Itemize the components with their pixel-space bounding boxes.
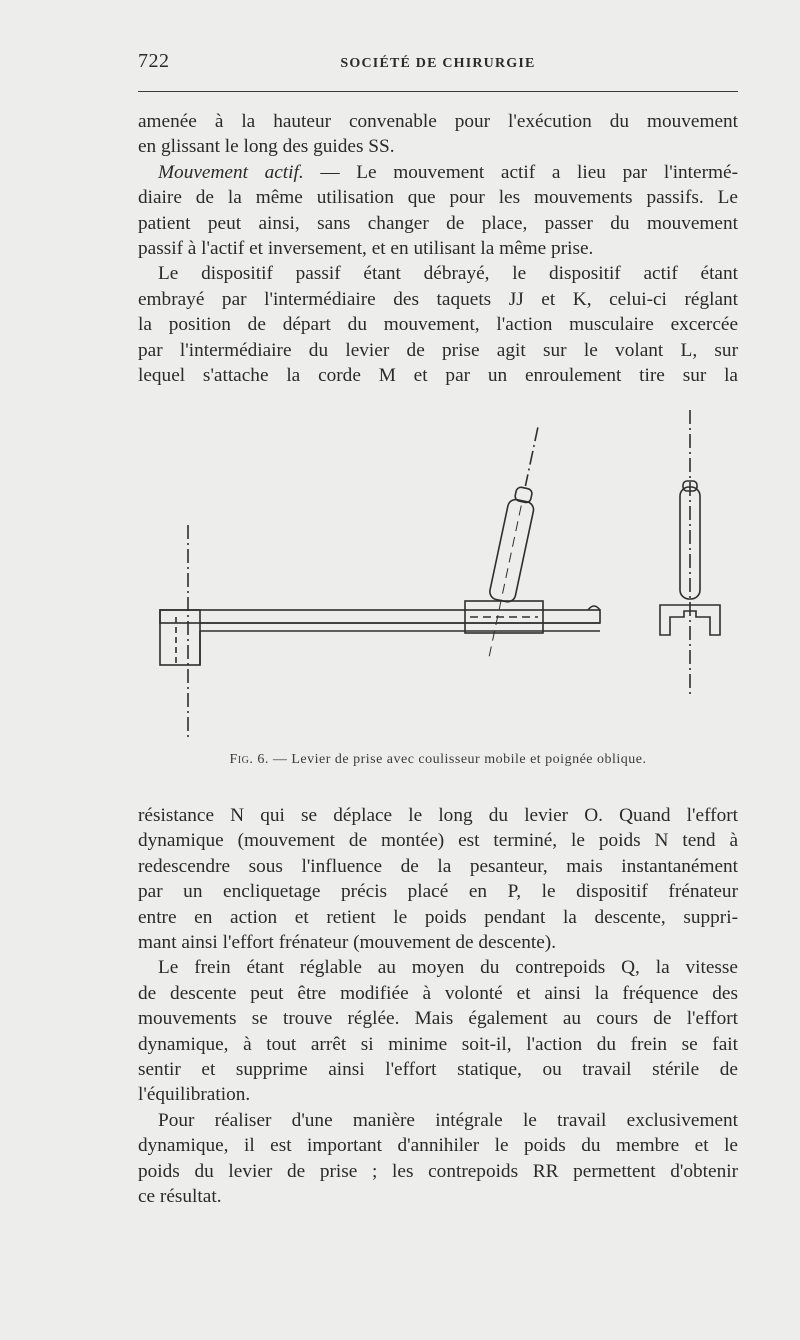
paragraph-2-line (138, 211, 738, 236)
text-line: passif à l'actif et inversement, et en utilisant la même prise. (138, 238, 594, 260)
paragraph-1-end (138, 134, 738, 159)
text-line: mouvements se trouve réglée. Mais également au cours de l'effort (138, 1008, 738, 1030)
paragraph-5-line (138, 1057, 738, 1082)
paragraph-6-line (138, 1159, 738, 1184)
paragraph-2 (138, 160, 738, 185)
paragraph-5-line (138, 981, 738, 1006)
paragraph-2-end (138, 236, 738, 261)
paragraph-1 (138, 109, 738, 134)
paragraph-3-line (138, 312, 738, 337)
text-line: la position de départ du mouvement, l'action musculaire excercée (138, 314, 738, 336)
paragraph-4-end (138, 930, 738, 955)
paragraph-3-line (138, 287, 738, 312)
paragraph-6-end (138, 1184, 738, 1209)
paragraph-4-line (138, 828, 738, 853)
handle-grip (488, 498, 535, 603)
paragraph-4-line (138, 854, 738, 879)
text-block-bottom (138, 803, 738, 1210)
text-line: Le frein étant réglable au moyen du contrepoids Q, la vitesse (158, 957, 738, 979)
paragraph-6 (138, 1108, 738, 1133)
paragraph-4-line (138, 905, 738, 930)
text-line: dynamique, à tout arrêt si minime soit-il, l'action du frein se fait (138, 1033, 738, 1055)
text-line: embrayé par l'intermédiaire des taquets JJ et K, celui-ci réglant (138, 288, 738, 310)
text-line: Pour réaliser d'une manière intégrale le travail exclusivement (158, 1109, 738, 1131)
text-line: sentir et supprime ainsi l'effort statique, ou travail stérile de (138, 1059, 738, 1081)
text-line: Le dispositif passif étant débrayé, le dispositif actif étant (158, 263, 738, 285)
text-line: — Le mouvement actif a lieu par l'intermé- (320, 161, 738, 183)
page-number: 722 (138, 50, 170, 72)
paragraph-5-line (138, 1006, 738, 1031)
text-line: mant ainsi l'effort frénateur (mouvement de descente). (138, 932, 557, 954)
text-line: par l'intermédiaire du levier de prise agit sur le volant L, sur (138, 339, 738, 361)
paragraph-3-line (138, 363, 738, 388)
text-line: poids du levier de prise ; les contrepoids RR permettent d'obtenir (138, 1160, 738, 1182)
text-line: entre en action et retient le poids pendant la descente, suppri- (138, 906, 738, 928)
page-header (138, 50, 738, 80)
caption-text: — Levier de prise avec coulisseur mobile et poignée oblique. (272, 752, 647, 767)
paragraph-3 (138, 261, 738, 286)
text-line: patient peut ainsi, sans changer de place, passer du mouvement (138, 212, 738, 234)
oblique-handle (475, 425, 550, 665)
paragraph-4-line (138, 879, 738, 904)
paragraph-2-line (138, 185, 738, 210)
handle-center-line (488, 506, 521, 663)
text-line: de descente peut être modifiée à volonté et ainsi la fréquence des (138, 982, 738, 1004)
paragraph-5-end (138, 1082, 738, 1107)
text-line: résistance N qui se déplace le long du levier O. Quand l'effort (138, 805, 738, 826)
paragraph-5-line (138, 1032, 738, 1057)
lever-left-block (160, 610, 200, 665)
text-line: diaire de la même utilisation que pour les mouvements passifs. Le (138, 187, 738, 209)
paragraph-3-line (138, 338, 738, 363)
text-line: lequel s'attache la corde M et par un enroulement tire sur la (138, 365, 738, 387)
text-line: dynamique (mouvement de montée) est terminé, le poids N tend à (138, 830, 738, 852)
text-line: par un encliquetage précis placé en P, le dispositif frénateur (138, 881, 738, 903)
text-line: amenée à la hauteur convenable pour l'exécution du mouvement (138, 111, 738, 132)
paragraph-5 (138, 955, 738, 980)
text-line: l'équilibration. (138, 1084, 251, 1106)
paragraph-6-line (138, 1133, 738, 1158)
text-line: redescendre sous l'influence de la pesanteur, mais instantanément (138, 855, 738, 877)
lever-bar (160, 610, 600, 623)
header-rule (138, 91, 738, 92)
lever-illustration (140, 405, 740, 750)
text-block-top (138, 109, 738, 388)
figure-caption (138, 752, 738, 768)
text-line: dynamique, il est important d'annihiler le poids du membre et le (138, 1135, 738, 1157)
handle-axis-line (525, 427, 537, 486)
text-line: en glissant le long des guides SS. (138, 136, 395, 158)
running-head: SOCIÉTÉ DE CHIRURGIE (340, 56, 536, 71)
figure-label: Fig. 6. (229, 752, 269, 767)
text-line: ce résultat. (138, 1186, 222, 1208)
paragraph-4-line (138, 803, 738, 828)
figure-lever-drawing (140, 405, 740, 750)
italic-lead: Mouvement actif. (158, 161, 304, 183)
